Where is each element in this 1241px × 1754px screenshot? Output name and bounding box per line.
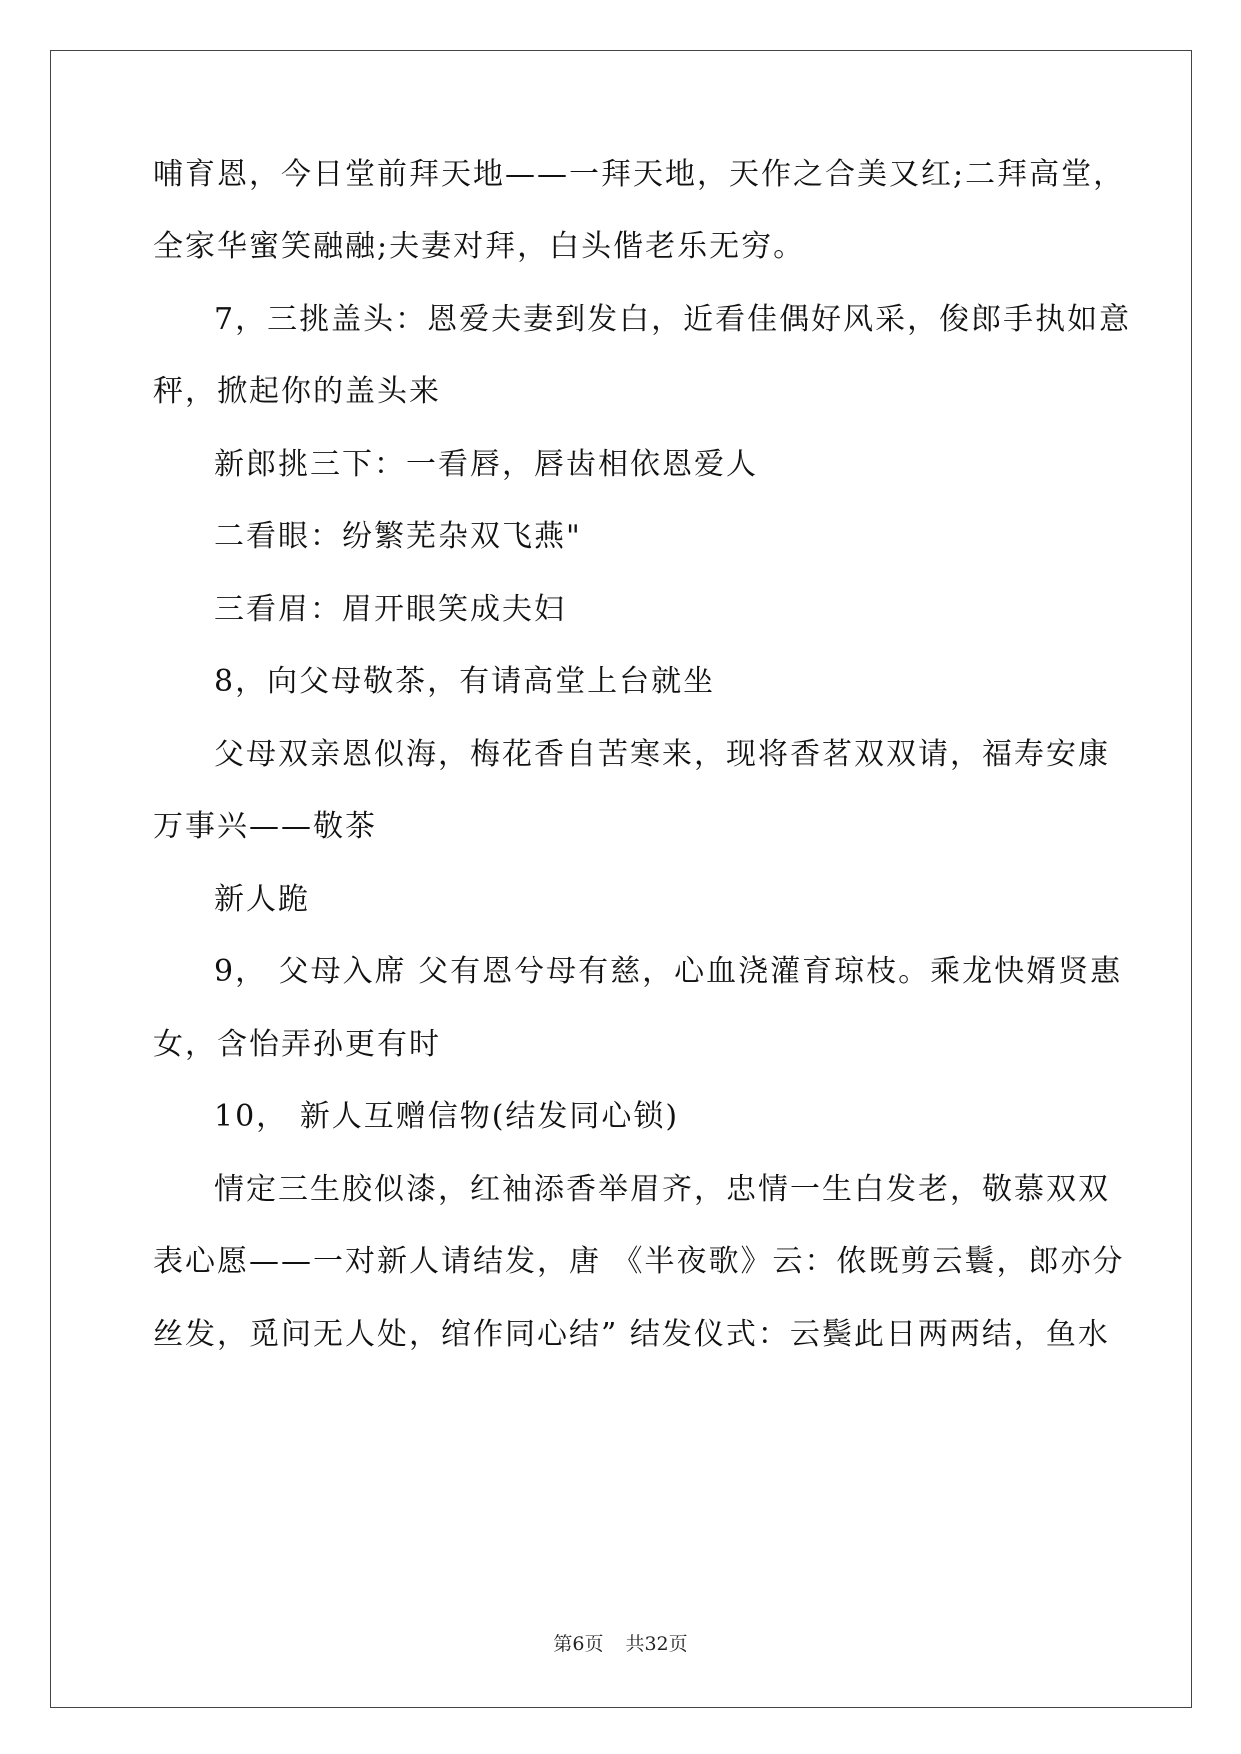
text-line: 7，三挑盖头：恩爱夫妻到发白，近看佳偶好风采，俊郎手执如意 (214, 302, 1132, 337)
text-line: 情定三生胶似漆，红袖添香举眉齐，忠情一生白发老，敬慕双双 (214, 1172, 1110, 1207)
text-line: 秤，掀起你的盖头来 (153, 374, 441, 409)
text-line: 万事兴——敬茶 (153, 809, 377, 844)
text-line: 新人跪 (214, 882, 310, 917)
page-footer (0, 1632, 1241, 1656)
text-line: 三看眉：眉开眼笑成夫妇 (214, 592, 566, 627)
text-line: 女，含怡弄孙更有时 (153, 1027, 441, 1062)
text-line: 父母双亲恩似海，梅花香自苦寒来，现将香茗双双请，福寿安康 (214, 737, 1110, 772)
text-line: 表心愿——一对新人请结发，唐 《半夜歌》云：侬既剪云鬟，郎亦分 (153, 1244, 1125, 1279)
text-line: 哺育恩，今日堂前拜天地——一拜天地，天作之合美又红;二拜高堂， (153, 157, 1126, 192)
text-line: 二看眼：纷繁芜杂双飞燕" (214, 519, 582, 554)
text-line: 9， 父母入席 父有恩兮母有慈，心血浇灌育琼枝。乘龙快婿贤惠 (214, 954, 1123, 989)
text-line: 10， 新人互赠信物(结发同心锁) (214, 1099, 680, 1134)
page-border (50, 50, 1192, 1708)
text-line: 新郎挑三下：一看唇，唇齿相依恩爱人 (214, 447, 758, 482)
text-line: 全家华蜜笑融融;夫妻对拜，白头偕老乐无穷。 (153, 229, 806, 264)
page-total: 共32页 (625, 1633, 688, 1655)
page-number: 第6页 (553, 1633, 604, 1655)
text-line: 丝发，觅问无人处，绾作同心结” 结发仪式：云鬓此日两两结，鱼水 (153, 1317, 1110, 1352)
text-line: 8，向父母敬茶，有请高堂上台就坐 (214, 664, 716, 699)
